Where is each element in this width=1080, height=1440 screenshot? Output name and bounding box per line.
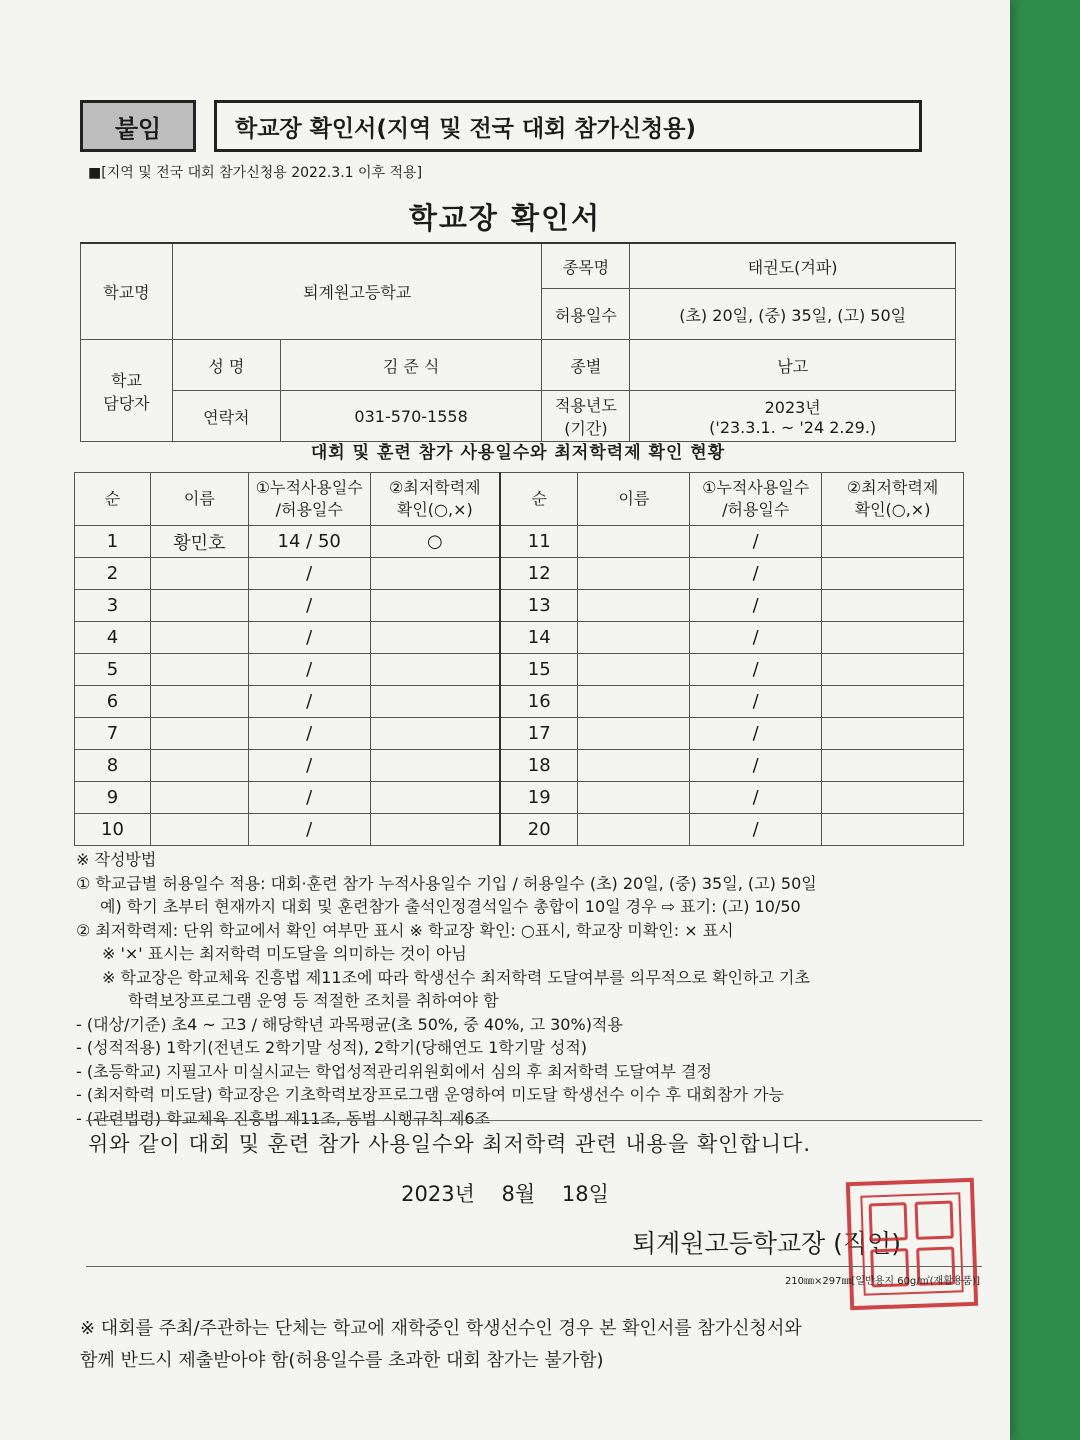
seq-cell: 16 bbox=[500, 686, 578, 718]
check-cell bbox=[370, 750, 500, 782]
days-cell: / bbox=[248, 686, 370, 718]
year-value bbox=[630, 391, 956, 442]
days-cell: / bbox=[690, 558, 822, 590]
name-cell bbox=[150, 814, 248, 846]
check-cell bbox=[822, 750, 964, 782]
allowed-value: (초) 20일, (중) 35일, (고) 50일 bbox=[630, 289, 956, 340]
days-cell: / bbox=[248, 558, 370, 590]
usage-body bbox=[75, 526, 964, 846]
name-cell bbox=[150, 782, 248, 814]
event-value: 태권도(겨파) bbox=[630, 243, 956, 289]
days-cell: / bbox=[248, 814, 370, 846]
check-cell bbox=[370, 814, 500, 846]
period: ('23.3.1. ~ '24 2.29.) bbox=[709, 418, 877, 437]
school-name: 퇴계원고등학교 bbox=[172, 243, 542, 340]
footer-line: 함께 반드시 제출받아야 함(허용일수를 초과한 대회 참가는 불가함) bbox=[80, 1350, 604, 1371]
header-days-line1: ①누적사용일수 bbox=[255, 478, 363, 498]
year-label-line2: (기간) bbox=[564, 419, 608, 438]
header-name: 이름 bbox=[150, 473, 248, 526]
seq-cell: 12 bbox=[500, 558, 578, 590]
seq-cell: 8 bbox=[75, 750, 151, 782]
name-label: 성 명 bbox=[172, 340, 280, 391]
check-cell bbox=[370, 654, 500, 686]
seq-cell: 3 bbox=[75, 590, 151, 622]
header-check-right bbox=[822, 473, 964, 526]
check-cell bbox=[822, 686, 964, 718]
phone-value: 031-570-1558 bbox=[280, 391, 542, 442]
contact-label-line1: 학교 bbox=[110, 370, 142, 390]
seq-cell: 20 bbox=[500, 814, 578, 846]
days-cell: / bbox=[690, 686, 822, 718]
check-cell bbox=[370, 558, 500, 590]
school-label: 학교명 bbox=[81, 243, 173, 340]
name-cell bbox=[150, 590, 248, 622]
guide-line: 예) 학기 초부터 현재까지 대회 및 훈련참가 출석인정결석일수 총합이 10일 경우 ⇨ 표기: (고) 10/50 bbox=[100, 897, 801, 916]
name-cell bbox=[150, 558, 248, 590]
guide-line: - (관련법령) 학교체육 진흥법 제11조, 동법 시행규칙 제6조 bbox=[76, 1108, 491, 1128]
table-row bbox=[75, 622, 964, 654]
days-cell: / bbox=[690, 782, 822, 814]
check-cell bbox=[370, 782, 500, 814]
name-cell bbox=[578, 590, 690, 622]
seq-cell: 6 bbox=[75, 686, 151, 718]
footer-note bbox=[80, 1313, 802, 1377]
guide-line: ※ '×' 표시는 최저학력 미도달을 의미하는 것이 아님 bbox=[102, 944, 467, 963]
header-seq: 순 bbox=[75, 473, 151, 526]
year: 2023년 bbox=[764, 398, 821, 417]
table-row bbox=[75, 654, 964, 686]
phone-label: 연락처 bbox=[172, 391, 280, 442]
table-row bbox=[75, 526, 964, 558]
table-row bbox=[75, 782, 964, 814]
header-check-line2: 확인(○,×) bbox=[396, 500, 473, 519]
seq-cell: 19 bbox=[500, 782, 578, 814]
guide-line: - (대상/기준) 초4 ~ 고3 / 해당학년 과목평균(초 50%, 중 40%, 고 30%)적용 bbox=[76, 1014, 623, 1034]
check-cell bbox=[822, 526, 964, 558]
table-row bbox=[75, 814, 964, 846]
days-cell: / bbox=[248, 782, 370, 814]
name-cell bbox=[150, 750, 248, 782]
contact-label bbox=[81, 340, 173, 442]
check-cell bbox=[822, 622, 964, 654]
guide-line: ※ 작성방법 bbox=[76, 850, 157, 869]
header-name-right: 이름 bbox=[578, 473, 690, 526]
year-label-line1: 적용년도 bbox=[554, 396, 617, 415]
guide-line: - (최저학력 미도달) 학교장은 기초학력보장프로그램 운영하여 미도달 학생선수 이수 후 대회참가 가능 bbox=[76, 1085, 784, 1104]
check-cell bbox=[822, 814, 964, 846]
name-cell bbox=[150, 622, 248, 654]
check-cell bbox=[822, 654, 964, 686]
info-table bbox=[80, 242, 956, 442]
name-value: 김 준 식 bbox=[280, 340, 542, 391]
official-seal-icon bbox=[846, 1178, 978, 1310]
name-cell bbox=[578, 558, 690, 590]
name-cell bbox=[578, 654, 690, 686]
seq-cell: 15 bbox=[500, 654, 578, 686]
guide-line: ① 학교급별 허용일수 적용: 대회·훈련 참가 누적사용일수 기입 / 허용일수 (초) 20일, (중) 35일, (고) 50일 bbox=[76, 873, 817, 893]
guide-line: - (초등학교) 지필고사 미실시교는 학업성적관리위원회에서 심의 후 최저학력 도달여부 결정 bbox=[76, 1061, 712, 1081]
seq-cell: 17 bbox=[500, 718, 578, 750]
applies-note: ■[지역 및 전국 대회 참가신청용 2022.3.1 이후 적용] bbox=[88, 165, 423, 181]
allowed-label: 허용일수 bbox=[542, 289, 630, 340]
name-cell bbox=[150, 686, 248, 718]
event-label: 종목명 bbox=[542, 243, 630, 289]
check-cell bbox=[822, 782, 964, 814]
confirmation-statement: 위와 같이 대회 및 훈련 참가 사용일수와 최저학력 관련 내용을 확인합니다. bbox=[88, 1132, 812, 1156]
guide-line: ※ 학교장은 학교체육 진흥법 제11조에 따라 학생선수 최저학력 도달여부를 의무적으로 확인하고 기초 bbox=[102, 967, 810, 987]
check-cell bbox=[370, 590, 500, 622]
seq-cell: 11 bbox=[500, 526, 578, 558]
header-check-line1: ②최저학력제 bbox=[389, 478, 481, 498]
name-cell: 황민호 bbox=[150, 526, 248, 558]
check-cell bbox=[822, 718, 964, 750]
name-cell bbox=[578, 526, 690, 558]
usage-section-title: 대회 및 훈련 참가 사용일수와 최저학력제 확인 현황 bbox=[310, 443, 726, 463]
table-row bbox=[75, 750, 964, 782]
seq-cell: 10 bbox=[75, 814, 151, 846]
table-row bbox=[75, 718, 964, 750]
seq-cell: 5 bbox=[75, 654, 151, 686]
gender-value: 남고 bbox=[630, 340, 956, 391]
check-cell: ○ bbox=[370, 526, 500, 558]
seq-cell: 14 bbox=[500, 622, 578, 654]
header-check bbox=[370, 473, 500, 526]
seq-cell: 2 bbox=[75, 558, 151, 590]
name-cell bbox=[150, 654, 248, 686]
check-cell bbox=[822, 558, 964, 590]
check-cell bbox=[822, 590, 964, 622]
usage-header-row bbox=[75, 473, 964, 526]
days-cell: / bbox=[248, 590, 370, 622]
table-row bbox=[75, 590, 964, 622]
header-days-line2: /허용일수 bbox=[275, 500, 343, 519]
issue-date: 2023년 8월 18일 bbox=[401, 1182, 609, 1206]
seq-cell: 1 bbox=[75, 526, 151, 558]
seq-cell: 18 bbox=[500, 750, 578, 782]
days-cell: / bbox=[690, 718, 822, 750]
guide-line: 학력보장프로그램 운영 등 적절한 조치를 취하여야 함 bbox=[128, 991, 499, 1010]
days-cell: / bbox=[248, 718, 370, 750]
seq-cell: 13 bbox=[500, 590, 578, 622]
seq-cell: 9 bbox=[75, 782, 151, 814]
days-cell: / bbox=[690, 590, 822, 622]
year-label bbox=[542, 391, 630, 442]
name-cell bbox=[578, 750, 690, 782]
header-days-right-line2: /허용일수 bbox=[722, 500, 790, 519]
header-check-right-line2: 확인(○,×) bbox=[854, 500, 931, 519]
document-title-box: 학교장 확인서(지역 및 전국 대회 참가신청용) bbox=[214, 100, 922, 152]
contact-label-line2: 담당자 bbox=[103, 393, 150, 413]
days-cell: / bbox=[248, 750, 370, 782]
guide-line: - (성적적용) 1학기(전년도 2학기말 성적), 2학기(당해연도 1학기말 성적) bbox=[76, 1038, 588, 1057]
header-check-right-line1: ②최저학력제 bbox=[846, 478, 939, 498]
name-cell bbox=[578, 622, 690, 654]
writing-guide bbox=[76, 848, 976, 1130]
check-cell bbox=[370, 718, 500, 750]
days-cell: / bbox=[248, 622, 370, 654]
name-cell bbox=[150, 718, 248, 750]
footer-line: ※ 대회를 주최/주관하는 단체는 학교에 재학중인 학생선수인 경우 본 확인서를 참가신청서와 bbox=[80, 1318, 802, 1339]
guide-line: ② 최저학력제: 단위 학교에서 확인 여부만 표시 ※ 학교장 확인: ○표시, 학교장 미확인: × 표시 bbox=[76, 920, 734, 940]
days-cell: / bbox=[690, 750, 822, 782]
seq-cell: 7 bbox=[75, 718, 151, 750]
gender-label: 종별 bbox=[542, 340, 630, 391]
days-cell: / bbox=[248, 654, 370, 686]
attachment-badge: 붙임 bbox=[80, 100, 196, 152]
check-cell bbox=[370, 622, 500, 654]
days-cell: / bbox=[690, 526, 822, 558]
table-row bbox=[75, 558, 964, 590]
paper-spec: 210㎜×297㎜[일반용지 60g/㎡(재활용품)] bbox=[784, 1276, 980, 1287]
table-row bbox=[75, 686, 964, 718]
divider bbox=[86, 1266, 982, 1267]
seq-cell: 4 bbox=[75, 622, 151, 654]
header-days bbox=[248, 473, 370, 526]
days-cell: / bbox=[690, 622, 822, 654]
header-seq-right: 순 bbox=[500, 473, 578, 526]
usage-table bbox=[74, 472, 964, 846]
name-cell bbox=[578, 814, 690, 846]
days-cell: / bbox=[690, 814, 822, 846]
days-cell: 14 / 50 bbox=[248, 526, 370, 558]
name-cell bbox=[578, 782, 690, 814]
name-cell bbox=[578, 686, 690, 718]
name-cell bbox=[578, 718, 690, 750]
page-title: 학교장 확인서 bbox=[408, 201, 602, 235]
days-cell: / bbox=[690, 654, 822, 686]
divider bbox=[86, 1120, 982, 1121]
check-cell bbox=[370, 686, 500, 718]
principal-signature: 퇴계원고등학교장 (직인) bbox=[632, 1229, 901, 1258]
header-days-right bbox=[690, 473, 822, 526]
header-days-right-line1: ①누적사용일수 bbox=[702, 478, 810, 498]
